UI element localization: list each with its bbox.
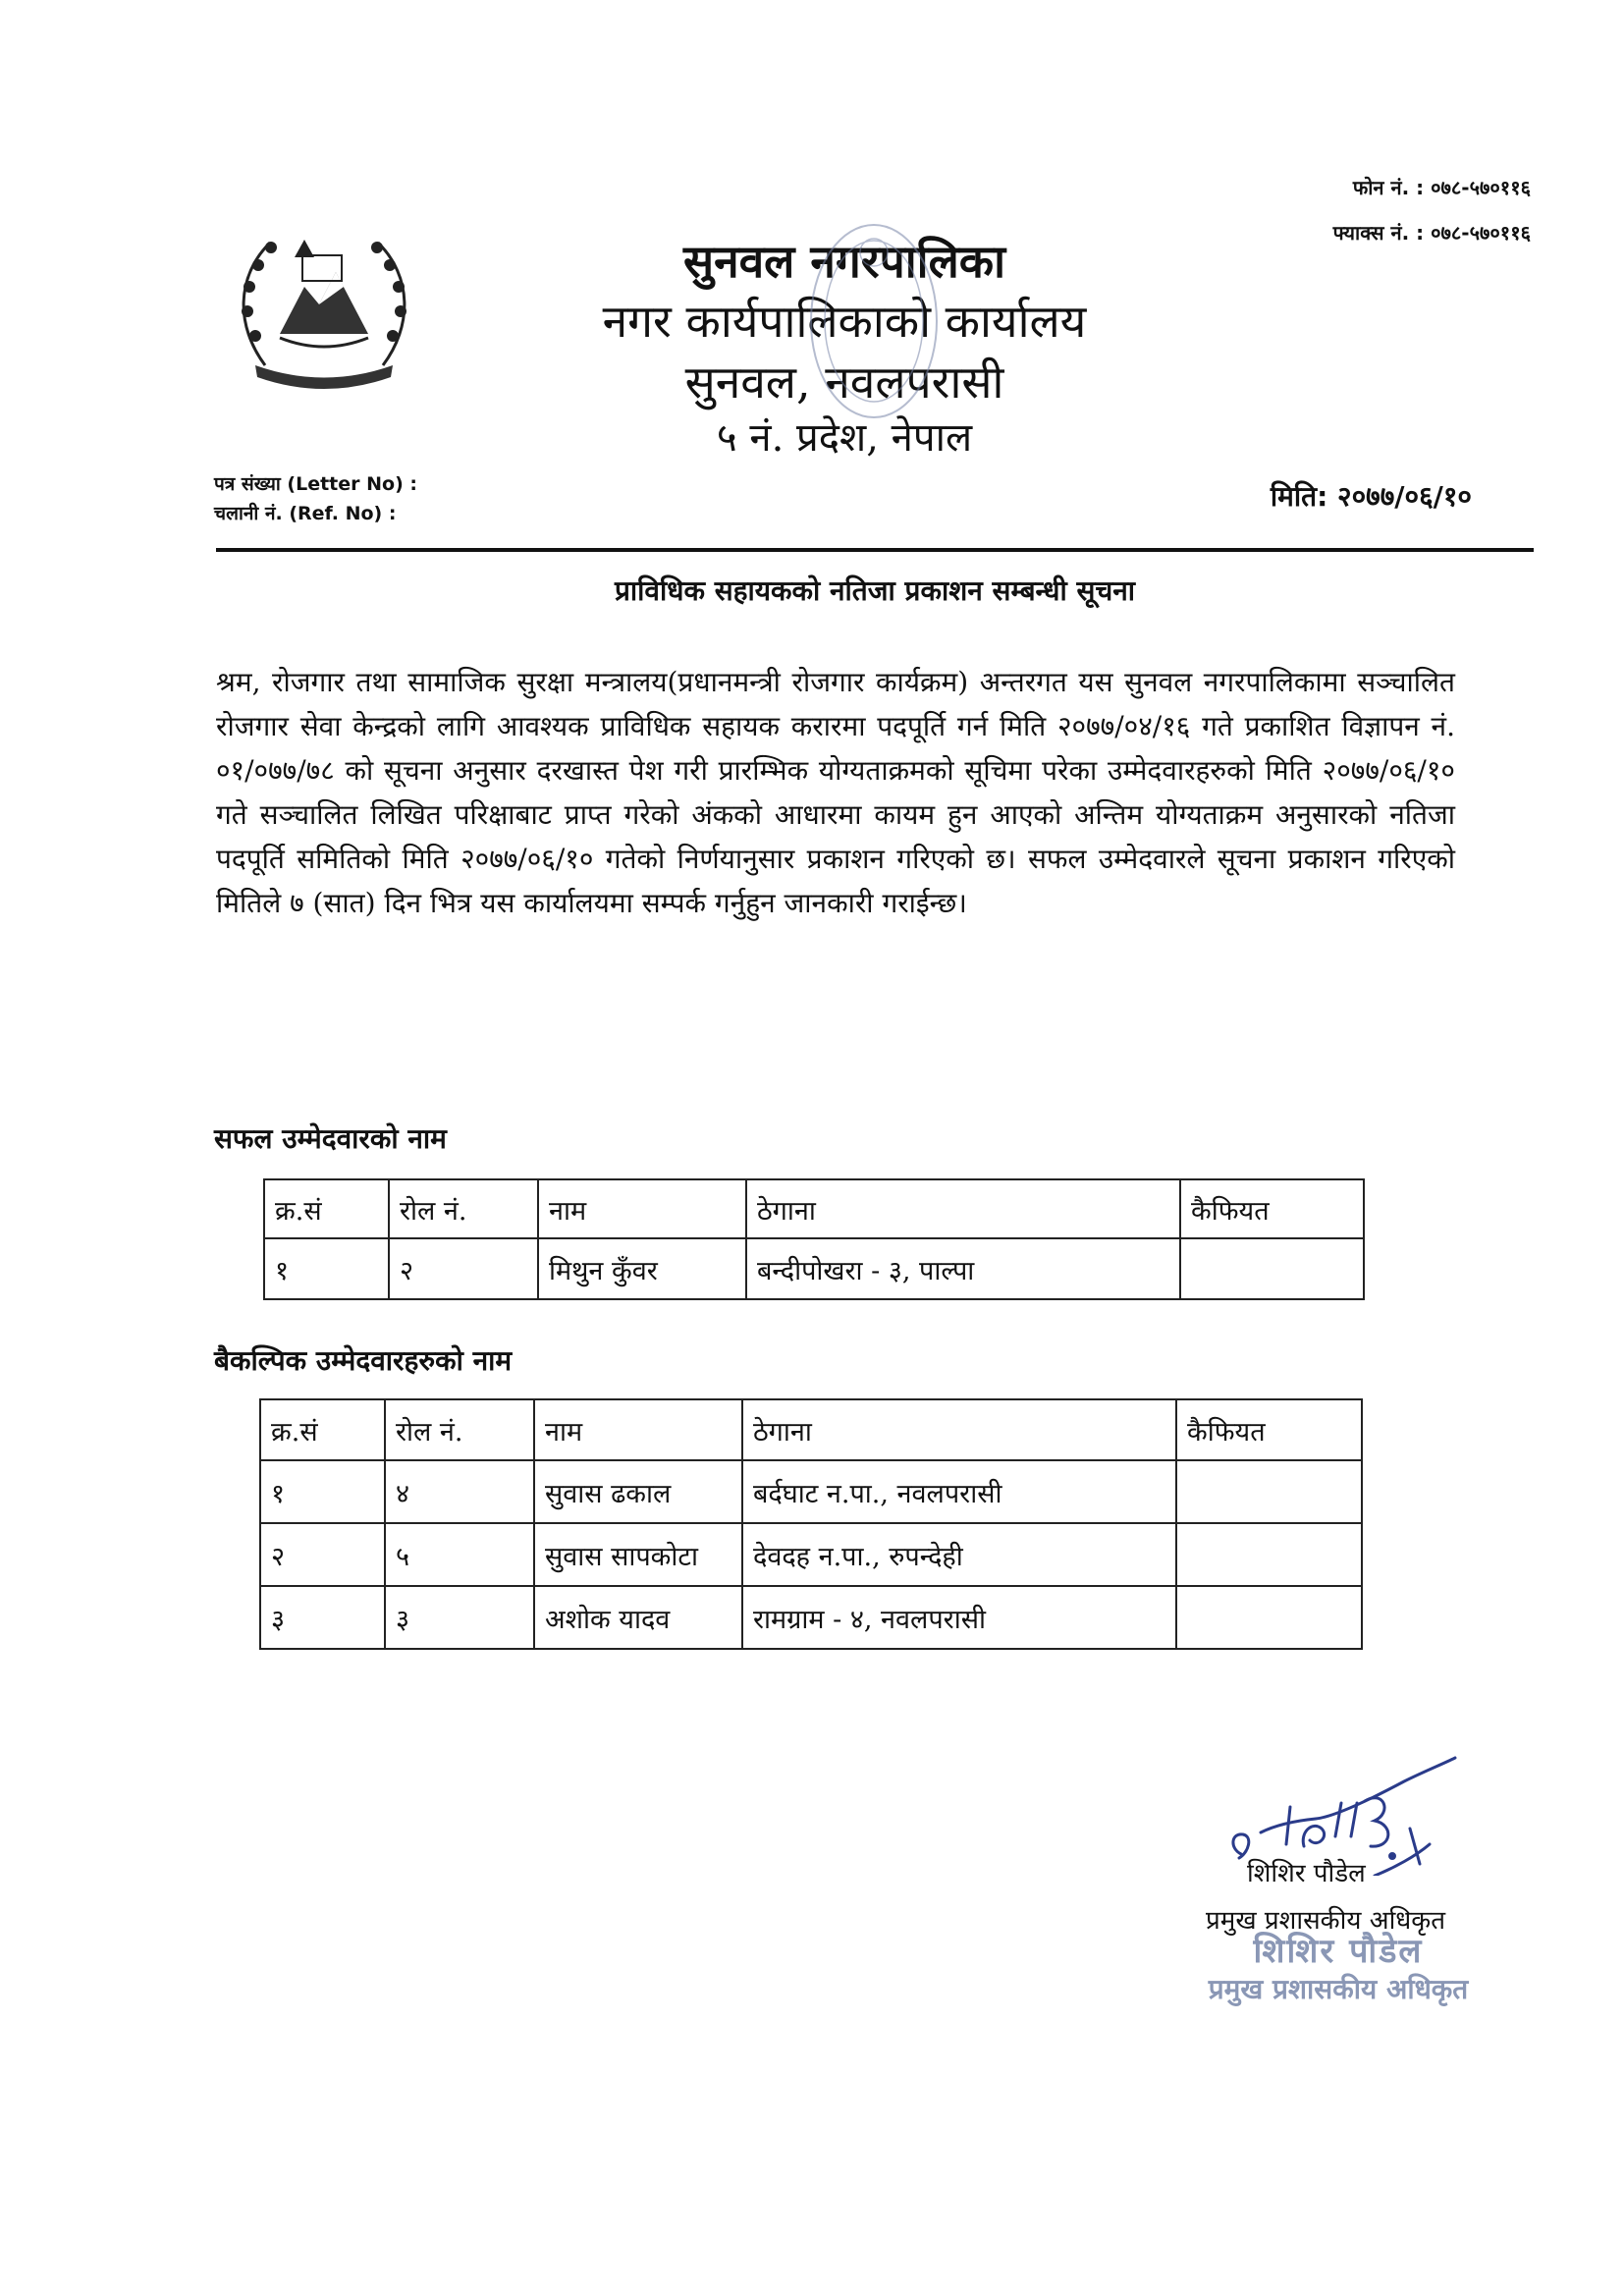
province-country: ५ नं. प्रदेश, नेपाल [716,415,973,461]
notice-date: मिति: २०७७/०६/१० [1270,480,1472,513]
column-header: रोल नं. [385,1399,534,1460]
column-header: ठेगाना [742,1399,1176,1460]
table-cell: अशोक यादव [534,1586,742,1649]
stamp-title: प्रमुख प्रशासकीय अधिकृत [1208,1973,1469,2005]
contact-block [1333,165,1531,255]
table-row [264,1238,1364,1299]
table-header-row [260,1399,1362,1460]
nepal-emblem-icon [226,218,422,395]
successful-candidates-heading: सफल उम्मेदवारको नाम [214,1122,447,1155]
table-row [260,1460,1362,1523]
column-header: कैफियत [1180,1179,1364,1238]
table-cell: बर्दघाट न.पा., नवलपरासी [742,1460,1176,1523]
table-cell: २ [389,1238,538,1299]
table-cell: सुवास ढकाल [534,1460,742,1523]
office-seal-icon [805,218,943,424]
column-header: नाम [538,1179,746,1238]
notice-body: श्रम, रोजगार तथा सामाजिक सुरक्षा मन्त्रालय(प्रधानमन्त्री रोजगार कार्यक्रम) अन्तरगत यस सुनवल नगरपालिकामा सञ्चालित रोजगार सेवा केन्द्रको लागि आवश्यक प्राविधिक सहायक करारमा पदपूर्ति गर्न मिति २०७७/०४/१६ गते प्रकाशित विज्ञापन नं. ०१/०७७/७८ को सूचना अनुसार दरखास्त पेश गरी प्रारम्भिक योग्यताक्रमको सूचिमा परेका उम्मेदवारहरुको मिति २०७७/०६/१० गते सञ्चालित लिखित परिक्षाबाट प्राप्त गरेको अंकको आधारमा कायम हुन आएको अन्तिम योग्यताक्रम अनुसारको नतिजा पदपूर्ति समितिको मिति २०७७/०६/१० गतेको निर्णयानुसार प्रकाशन गरिएको छ। सफल उम्मेदवारले सूचना प्रकाशन गरिएको मितिले ७ (सात) दिन भित्र यस कार्यालयमा सम्पर्क गर्नुहुन जानकारी गराईन्छ। [216,666,1455,919]
table-cell [1176,1460,1362,1523]
successful-candidates-table [263,1178,1365,1300]
table-cell: सुवास सापकोटा [534,1523,742,1586]
alternate-candidates-heading: बैकल्पिक उम्मेदवारहरुको नाम [214,1344,513,1377]
column-header: ठेगाना [746,1179,1180,1238]
column-header: क्र.सं [264,1179,389,1238]
table-cell [1176,1523,1362,1586]
signatory-name: शिशिर पौडेल [1247,1859,1366,1888]
table-cell: देवदह न.पा., रुपन्देही [742,1523,1176,1586]
notice-subject: प्राविधिक सहायकको नतिजा प्रकाशन सम्बन्धी सूचना [614,574,1136,607]
reference-number-label: चलानी नं. (Ref. No) : [214,503,397,524]
table-cell [1176,1586,1362,1649]
table-row [260,1586,1362,1649]
column-header: कैफियत [1176,1399,1362,1460]
reference-block [214,469,417,528]
table-cell: १ [264,1238,389,1299]
table-row [260,1523,1362,1586]
column-header: क्र.सं [260,1399,385,1460]
column-header: रोल नं. [389,1179,538,1238]
table-cell: ३ [260,1586,385,1649]
table-cell: मिथुन कुँवर [538,1238,746,1299]
name-stamp [1176,1931,1500,2007]
table-cell: १ [260,1460,385,1523]
table-cell: ५ [385,1523,534,1586]
table-cell: बन्दीपोखरा - ३, पाल्पा [746,1238,1180,1299]
table-header-row [264,1179,1364,1238]
letter-number-label: पत्र संख्या (Letter No) : [214,473,417,495]
office-name: नगर कार्यपालिकाको कार्यालय [602,295,1087,348]
table-cell: रामग्राम - ४, नवलपरासी [742,1586,1176,1649]
office-location: सुनवल, नवलपरासी [684,355,1004,409]
alternate-candidates-table [259,1398,1363,1650]
stamp-name: शिशिर पौडेल [1253,1932,1424,1971]
header-divider [216,548,1534,552]
table-cell: ४ [385,1460,534,1523]
column-header: नाम [534,1399,742,1460]
table-cell: २ [260,1523,385,1586]
fax-number: फ्याक्स नं. : ०७८-५७०११६ [1332,221,1531,245]
table-cell: ३ [385,1586,534,1649]
phone-number: फोन नं. : ०७८-५७०११६ [1352,176,1531,199]
municipality-name: सुनवल नगरपालिका [682,235,1006,288]
table-cell [1180,1238,1364,1299]
signatory-title: प्रमुख प्रशासकीय अधिकृत [1206,1906,1446,1936]
